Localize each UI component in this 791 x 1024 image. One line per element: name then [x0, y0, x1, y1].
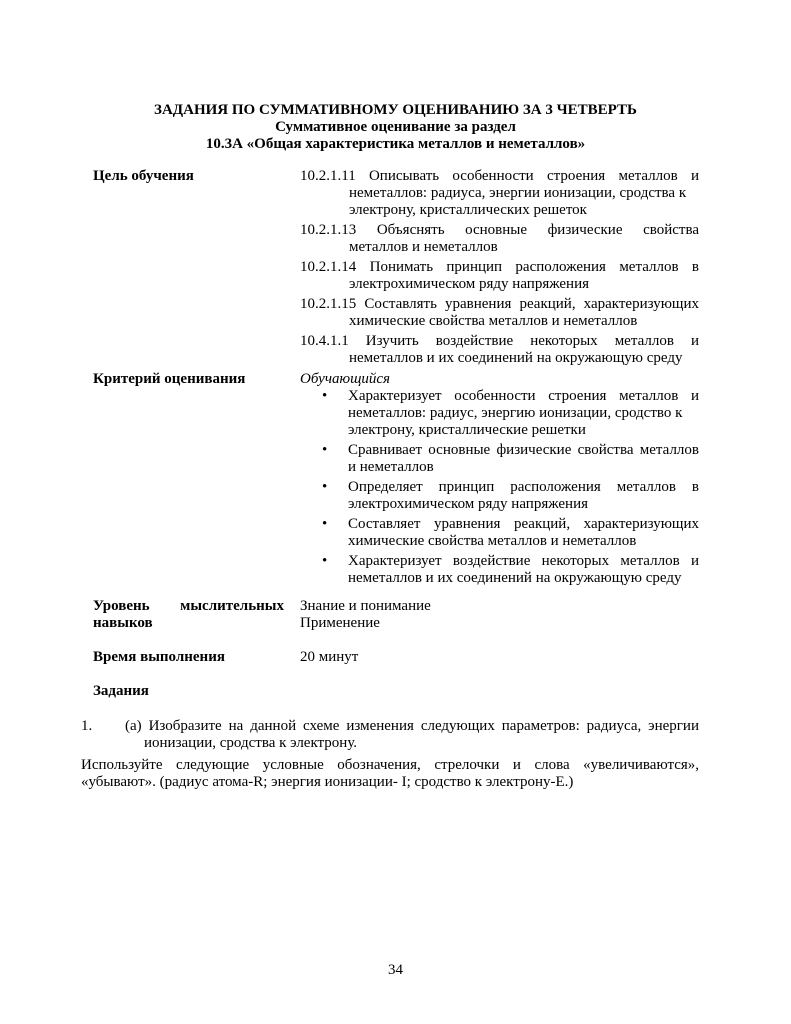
task-1-text-cont: ионизации, сродства к электрону. [144, 735, 358, 751]
time-label: Время выполнения [93, 649, 225, 665]
task-instructions: Используйте следующие условные обозначения, стрелочки и слова «увеличиваются», «убывают». (радиус атома-R; энергия ионизации- I; сродство к электрону-Е.) [81, 757, 699, 790]
criteria-item: • Составляет уравнения реакций, характеризующих химические свойства металлов и неметаллов [322, 516, 699, 549]
bullet-icon: • [322, 553, 328, 569]
skills-label-cont: навыков [93, 615, 153, 631]
skill-level: Знание и понимание [300, 598, 431, 614]
page-number: 34 [388, 962, 403, 978]
objective-item: 10.2.1.15 Составлять уравнения реакций, характеризующих химические свойства металлов и неметаллов [300, 296, 699, 329]
criteria-intro: Обучающийся [300, 371, 391, 387]
objective-item: 10.4.1.1 Изучить воздействие некоторых металлов и неметаллов и их соединений на окружающую среду [300, 333, 699, 366]
document-header [0, 102, 791, 153]
objective-item: 10.2.1.11 Описывать особенности строения металлов и неметаллов: радиуса, энергии ионизации, сродства к электрону, кристаллических решеток [300, 168, 699, 218]
objective-item: 10.2.1.14 Понимать принцип расположения металлов в электрохимическом ряду напряжения [300, 259, 699, 292]
skills-label: Уровень мыслительных [93, 598, 284, 614]
task-1 [81, 718, 699, 752]
task-1-text: (а) Изобразите на данной схеме изменения следующих параметров: радиуса, энергии [125, 718, 699, 734]
bullet-icon: • [322, 442, 328, 458]
skill-level: Применение [300, 615, 380, 631]
criteria-list [300, 388, 699, 587]
task-number: 1. [81, 718, 93, 734]
bullet-icon: • [322, 516, 328, 532]
criteria-block [300, 371, 699, 590]
tasks-heading: Задания [93, 683, 149, 699]
section-title: 10.3А «Общая характеристика металлов и неметаллов» [205, 136, 586, 152]
time-value: 20 минут [300, 649, 359, 665]
criteria-item: • Определяет принцип расположения металлов в электрохимическом ряду напряжения [322, 479, 699, 512]
bullet-icon: • [322, 479, 328, 495]
criteria-item: • Характеризует особенности строения металлов и неметаллов: радиус, энергию ионизации, сродство к электрону, кристаллические решетки [322, 388, 699, 438]
document-title: ЗАДАНИЯ ПО СУММАТИВНОМУ ОЦЕНИВАНИЮ ЗА 3 ЧЕТВЕРТЬ [154, 102, 637, 118]
objectives-label: Цель обучения [93, 168, 194, 184]
criteria-item: • Сравнивает основные физические свойства металлов и неметаллов [322, 442, 699, 475]
skills-values [300, 598, 699, 632]
document-subtitle: Суммативное оценивание за раздел [275, 119, 516, 135]
criteria-item: • Характеризует воздействие некоторых металлов и неметаллов и их соединений на окружающую среду [322, 553, 699, 586]
objective-item: 10.2.1.13 Объяснять основные физические свойства металлов и неметаллов [300, 222, 699, 255]
criteria-label: Критерий оценивания [93, 371, 246, 387]
bullet-icon: • [322, 388, 328, 404]
objectives-list [300, 168, 699, 370]
